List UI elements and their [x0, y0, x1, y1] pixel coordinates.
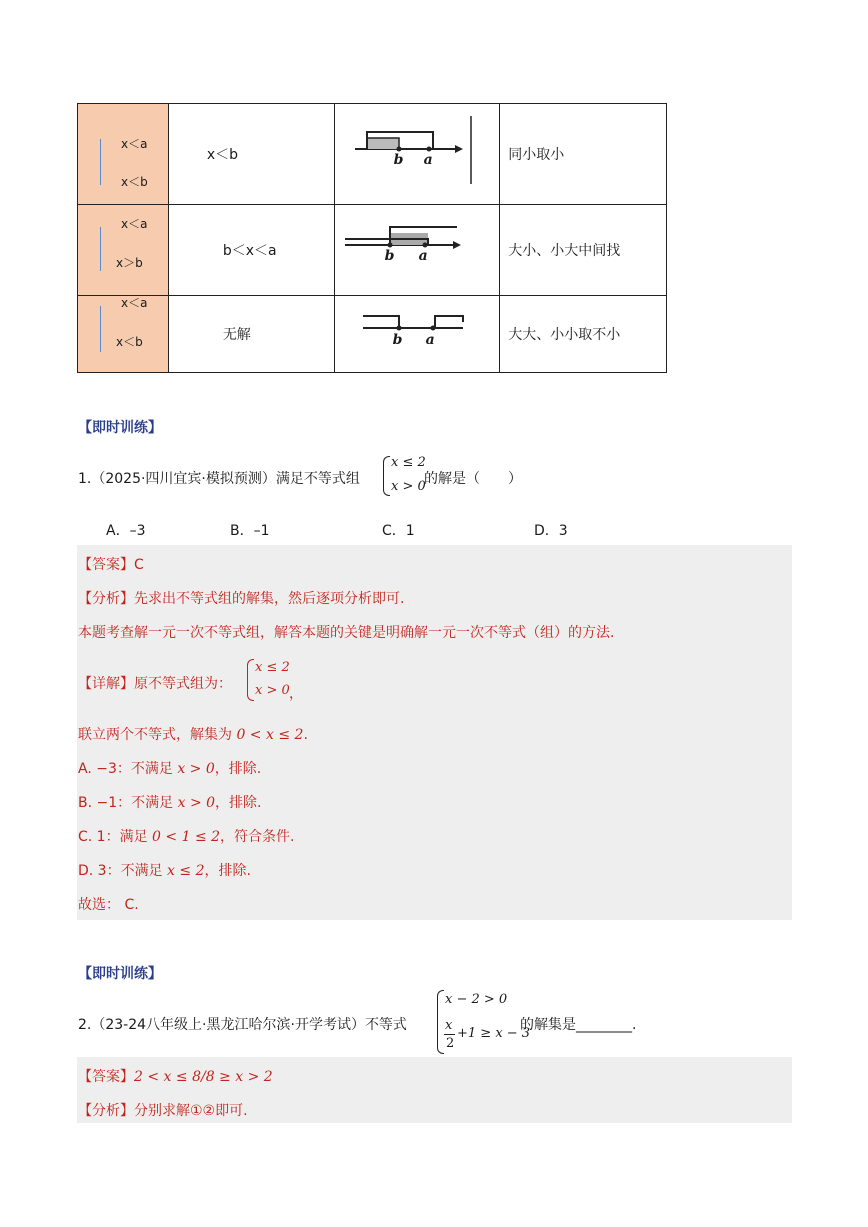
answer-tag: 【答案】: [78, 557, 134, 573]
q2-system-brace: [437, 990, 444, 1054]
analysis-line-2: [78, 1100, 248, 1120]
choose-line: 故选： C.: [78, 897, 139, 913]
opt-a-prefix: A. −3：不满足: [78, 761, 178, 777]
detail-tag: 【详解】: [78, 676, 134, 692]
opt-b-suffix: ，排除.: [215, 795, 262, 811]
detail-system-top: x ≤ 2: [255, 660, 290, 675]
period: .: [303, 727, 308, 743]
answer-value: 2 < x ≤ 8/8 ≥ x > 2: [134, 1069, 273, 1085]
system-top: x＜a: [121, 137, 148, 151]
answer-line: [78, 554, 144, 574]
answer-value: C: [134, 557, 144, 573]
system-bottom: x＞b: [116, 256, 143, 270]
q2-system-top: x − 2 > 0: [445, 992, 508, 1007]
opt-c-prefix: C. 1：满足: [78, 829, 153, 845]
solution-cell: [168, 296, 334, 373]
option-c: C．1: [382, 523, 415, 539]
rule-text: 大小、小大中间找: [508, 243, 621, 259]
table-row: [78, 104, 667, 205]
opt-a-math: x > 0: [177, 761, 215, 777]
label-b: b: [384, 248, 395, 264]
question-2-suffix: 的解集是________.: [520, 1017, 637, 1033]
combine-math: 0 < x ≤ 2: [236, 727, 304, 743]
analysis-text: 分别求解①②即可.: [134, 1103, 248, 1119]
opt-a-suffix: ，排除.: [214, 761, 262, 777]
number-line-diagram: [335, 205, 500, 296]
system-bottom: x＜b: [121, 175, 148, 189]
answer-box-2: [77, 1057, 792, 1123]
label-a: a: [425, 332, 435, 348]
solution-cell: [168, 104, 334, 205]
detail-line: [78, 673, 232, 693]
brace: [100, 227, 108, 271]
combine-line: [78, 724, 308, 744]
label-a: a: [418, 248, 428, 264]
q2-system-bottom: +1 ≥ x − 3: [457, 1026, 531, 1041]
analysis-line: [78, 588, 404, 608]
opt-d-prefix: D. 3：不满足: [78, 863, 168, 879]
system-cell: [78, 296, 169, 373]
option-a-line: [78, 758, 261, 778]
number-line-diagram: [335, 104, 500, 205]
question-1-suffix: 的解是（ ）: [424, 471, 522, 487]
analysis-text: 先求出不等式组的解集，然后逐项分析即可.: [134, 591, 405, 607]
note-line: 本题考查解一元一次不等式组，解答本题的关键是明确解一元一次不等式（组）的方法.: [78, 625, 615, 641]
question-2-prefix: 2.（23-24八年级上·黑龙江哈尔滨·开学考试）不等式: [78, 1017, 407, 1033]
system-cell: [78, 205, 169, 296]
q2-frac-den: 2: [446, 1036, 455, 1051]
option-a: A．–3: [106, 523, 146, 539]
combine-text: 联立两个不等式，解集为: [78, 727, 237, 743]
solution-text: b＜x＜a: [222, 243, 277, 259]
opt-b-math: x > 0: [177, 795, 216, 811]
system-top: x＜a: [121, 217, 148, 231]
detail-system-bottom: x > 0: [255, 683, 290, 698]
answer-tag: 【答案】: [78, 1069, 134, 1085]
fraction-bar: [444, 1034, 455, 1035]
rule-cell: [500, 104, 667, 205]
solution-cell: [168, 205, 334, 296]
number-line-cell: [334, 104, 500, 205]
label-b: b: [392, 332, 403, 348]
q2-frac-num: x: [445, 1018, 453, 1033]
number-line-cell: [334, 205, 500, 296]
inequality-rules-table: [77, 103, 667, 373]
detail-brace: [247, 659, 254, 701]
option-d-line: [78, 860, 251, 880]
opt-d-math: x ≤ 2: [167, 863, 205, 879]
solution-text: 无解: [222, 327, 251, 343]
rule-text: 大大、小小取不小: [508, 327, 621, 343]
solution-text: x＜b: [206, 147, 238, 163]
opt-d-suffix: ，排除.: [204, 863, 251, 879]
system-brace: [383, 456, 390, 496]
brace: [100, 139, 108, 185]
system-top: x＜a: [121, 296, 148, 310]
option-b: B．–1: [230, 523, 270, 539]
option-d: D．3: [534, 523, 568, 539]
rule-cell: [500, 296, 667, 373]
opt-b-prefix: B. −1：不满足: [78, 795, 178, 811]
label-b: b: [393, 152, 404, 168]
label-a: a: [423, 152, 433, 168]
system-bottom: x＜b: [116, 335, 143, 349]
rule-text: 同小取小: [508, 147, 565, 163]
training-tag-2: 【即时训练】: [78, 966, 162, 982]
analysis-tag: 【分析】: [78, 591, 134, 607]
opt-c-suffix: ，符合条件.: [220, 829, 295, 845]
table-row: [78, 205, 667, 296]
q1-system-top: x ≤ 2: [391, 455, 426, 470]
training-tag: 【即时训练】: [78, 420, 162, 436]
q1-system-bottom: x > 0: [391, 479, 426, 494]
answer-box-1: [77, 545, 792, 920]
brace: [100, 306, 108, 352]
table-row: [78, 296, 667, 373]
number-line-diagram: [335, 296, 500, 373]
analysis-tag: 【分析】: [78, 1103, 134, 1119]
detail-text: 原不等式组为：: [134, 676, 232, 692]
number-line-cell: [334, 296, 500, 373]
answer-line-2: [78, 1066, 273, 1086]
rule-cell: [500, 205, 667, 296]
option-b-line: [78, 792, 261, 812]
opt-c-math: 0 < 1 ≤ 2: [152, 829, 221, 845]
question-1-prefix: 1.（2025·四川宜宾·模拟预测）满足不等式组: [78, 471, 360, 487]
option-c-line: [78, 826, 294, 846]
detail-comma: ，: [289, 686, 303, 702]
system-cell: [78, 104, 169, 205]
